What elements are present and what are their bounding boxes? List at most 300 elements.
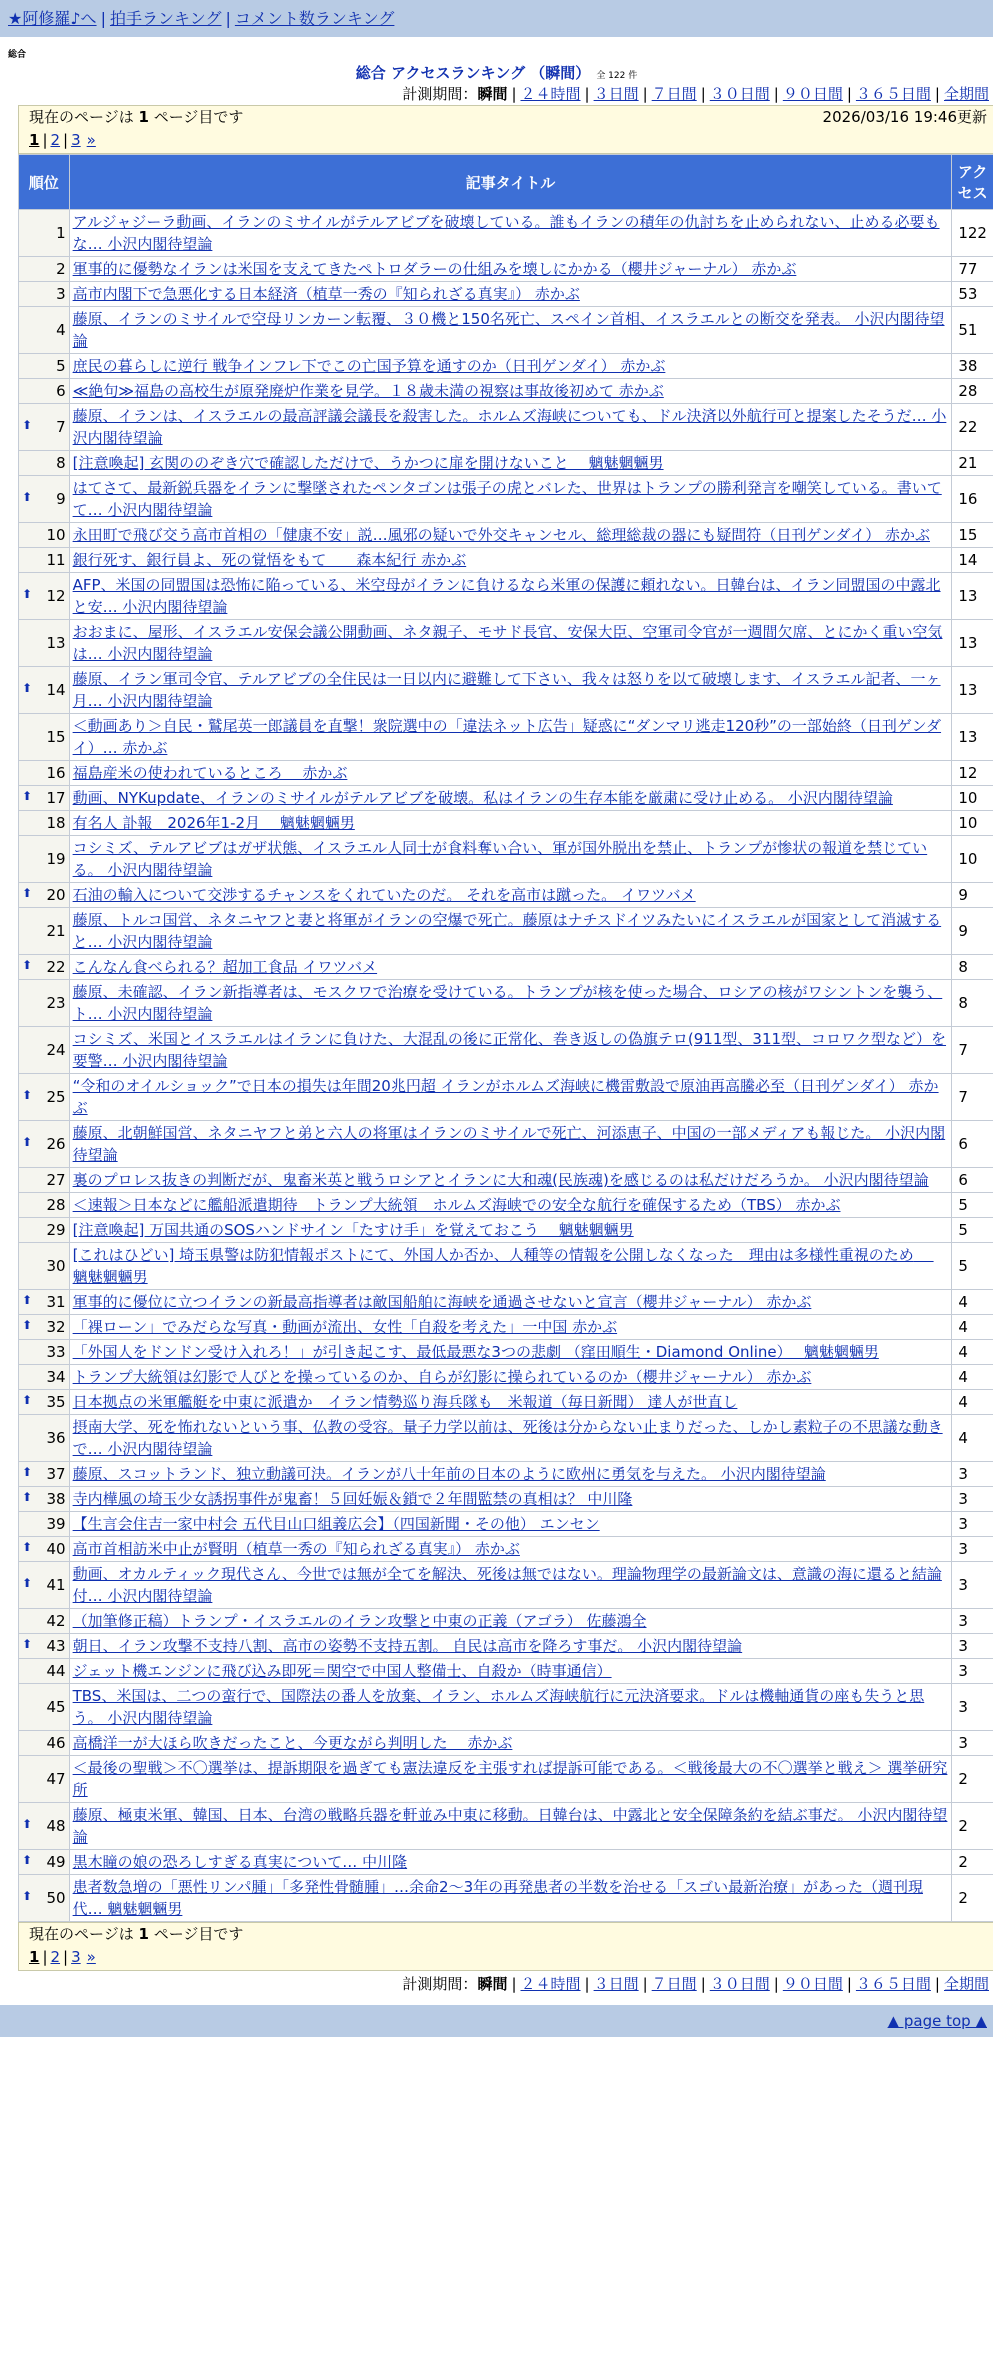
period-separator: | [584, 85, 590, 103]
rank-cell [19, 307, 70, 354]
article-link[interactable]: 永田町で飛び交う高市首相の「健康不安」説…風邪の疑いで外交キャンセル、総理総裁の器にも疑問符（日刊ゲンダイ） 赤かぶ [72, 526, 930, 544]
table-row [19, 1074, 993, 1121]
access-count: 10 [952, 786, 993, 811]
rank-number: 44 [46, 1662, 66, 1680]
rank-cell [19, 620, 70, 667]
article-link[interactable]: AFP、米国の同盟国は恐怖に陥っている、米空母がイランに負けるなら米軍の保護に頼れない。日韓台は、イラン同盟国の中露北と安… 小沢内閣待望論 [72, 576, 941, 616]
access-count: 16 [952, 476, 993, 523]
article-link[interactable]: 藤原、イラン軍司令官、テルアビブの全住民は一日以内に避難して下さい、我々は怒りを以て破壊します、イスラエル記者、一ヶ月… 小沢内閣待望論 [72, 670, 941, 710]
article-link[interactable]: ＜最後の聖戦＞不〇選挙は、提訴期限を過ぎても憲法違反を主張すれば提訴可能である。＜戦後最大の不〇選挙と戦え＞ 選挙研究所 [72, 1759, 948, 1799]
table-row [19, 1562, 993, 1609]
page-info-bottom [18, 1922, 993, 1971]
period-separator: | [934, 85, 940, 103]
article-link[interactable]: 【生言会住吉一家中村会 五代目山口組義広会】（四国新聞・その他） エンセン [72, 1515, 600, 1533]
table-row [19, 811, 993, 836]
pager-page-2[interactable]: 2 [50, 131, 61, 149]
article-link[interactable]: 動画、オカルティック現代さん、今世では無が全てを解決、死後は無ではない。理論物理学の最新論文は、意識の海に還ると結論付… 小沢内閣待望論 [72, 1565, 942, 1605]
article-link[interactable]: 藤原、イランは、イスラエルの最高評議会議長を殺害した。ホルムズ海峡についても、ドル決済以外航行可と提案したそうだ… 小沢内閣待望論 [72, 407, 947, 447]
article-link[interactable]: ＜速報＞日本などに艦船派遣期待 トランプ大統領 ホルムズ海峡での安全な航行を確保するため（TBS） 赤かぶ [72, 1196, 841, 1214]
access-count: 3 [952, 1684, 993, 1731]
table-row [19, 307, 993, 354]
access-count: 13 [952, 573, 993, 620]
rank-cell [19, 1537, 70, 1562]
up-arrow-icon: ⬆ [22, 1293, 33, 1307]
table-row [19, 1731, 993, 1756]
rank-number: 38 [46, 1490, 66, 1508]
title-cell [69, 404, 952, 451]
pager-next[interactable]: » [86, 1948, 96, 1966]
access-count: 3 [952, 1659, 993, 1684]
rank-cell [19, 354, 70, 379]
rank-cell [19, 1850, 70, 1875]
table-row [19, 908, 993, 955]
page-title [0, 63, 993, 83]
title-cell [69, 1243, 952, 1290]
up-arrow-icon: ⬆ [22, 1088, 33, 1102]
article-link[interactable]: 藤原、イランのミサイルで空母リンカーン転覆、３０機と150名死亡、スペイン首相、イスラエルとの断交を発表。 小沢内閣待望論 [72, 310, 945, 350]
table-row [19, 1462, 993, 1487]
access-count: 12 [952, 761, 993, 786]
rank-number: 25 [46, 1088, 66, 1106]
title-cell [69, 307, 952, 354]
period-link-3[interactable]: ３０日間 [709, 85, 770, 103]
table-row [19, 1315, 993, 1340]
table-row [19, 1609, 993, 1634]
article-link[interactable]: 有名人 訃報 2026年1-2月 魑魅魍魎男 [72, 814, 355, 832]
access-count: 3 [952, 1562, 993, 1609]
up-arrow-icon: ⬆ [22, 1576, 33, 1590]
title-cell [69, 1756, 952, 1803]
access-count: 15 [952, 523, 993, 548]
period-link-6[interactable]: 全期間 [943, 1975, 989, 1993]
article-link[interactable]: 軍事的に優位に立つイランの新最高指導者は敵国船舶に海峡を通過させないと宣言（櫻井ジャーナル） 赤かぶ [72, 1293, 812, 1311]
title-cell [69, 955, 952, 980]
period-separator: | [773, 85, 779, 103]
article-link[interactable]: 高市首相訪米中止が賢明（植草一秀の『知られざる真実』） 赤かぶ [72, 1540, 520, 1558]
article-link[interactable]: 軍事的に優勢なイランは米国を支えてきたペトロダラーの仕組みを壊しにかかる（櫻井ジャーナル） 赤かぶ [72, 260, 797, 278]
access-count: 51 [952, 307, 993, 354]
rank-number: 17 [46, 789, 66, 807]
article-link[interactable]: ジェット機エンジンに飛び込み即死＝関空で中国人整備士、自殺か（時事通信） [72, 1662, 612, 1680]
access-count: 38 [952, 354, 993, 379]
article-link[interactable]: 「裸ローン」でみだらな写真・動画が流出、女性「自殺を考えた」一中国 赤かぶ [72, 1318, 618, 1336]
article-link[interactable]: 藤原、未確認、イラン新指導者は、モスクワで治療を受けている。トランプが核を使った場合、ロシアの核がワシントンを襲う、ト… 小沢内閣待望論 [72, 983, 943, 1023]
rank-number: 43 [46, 1637, 66, 1655]
rank-cell [19, 1193, 70, 1218]
table-row [19, 786, 993, 811]
table-row [19, 451, 993, 476]
table-row [19, 620, 993, 667]
pager-next[interactable]: » [86, 131, 96, 149]
rank-cell [19, 836, 70, 883]
table-row [19, 1659, 993, 1684]
access-count: 7 [952, 1074, 993, 1121]
page-status-suffix: ページ目です [148, 108, 244, 126]
article-link[interactable]: “令和のオイルショック”で日本の損失は年間20兆円超 イランがホルムズ海峡に機雷敷設で原油再高騰必至（日刊ゲンダイ） 赤かぶ [72, 1077, 939, 1117]
table-row [19, 1756, 993, 1803]
pager-page-3[interactable]: 3 [71, 131, 81, 149]
up-arrow-icon: ⬆ [22, 789, 33, 803]
rank-cell [19, 1290, 70, 1315]
title-cell [69, 476, 952, 523]
rank-number: 6 [56, 382, 66, 400]
rank-number: 9 [56, 490, 66, 508]
title-cell [69, 1290, 952, 1315]
access-count: 21 [952, 451, 993, 476]
period-link-3[interactable]: ３０日間 [709, 1975, 770, 1993]
rank-cell [19, 1487, 70, 1512]
access-count: 8 [952, 980, 993, 1027]
rank-cell [19, 1340, 70, 1365]
title-cell [69, 354, 952, 379]
up-arrow-icon: ⬆ [22, 1393, 33, 1407]
up-arrow-icon: ⬆ [22, 490, 33, 504]
pager-separator: | [42, 131, 48, 149]
rank-cell [19, 548, 70, 573]
rank-number: 5 [56, 357, 66, 375]
header-rank: 順位 [19, 155, 70, 210]
title-cell [69, 1218, 952, 1243]
title-cell [69, 1803, 952, 1850]
title-cell [69, 1074, 952, 1121]
access-count: 10 [952, 811, 993, 836]
site-label: 総合 [8, 50, 27, 60]
article-link[interactable]: ≪絶句≫福島の高校生が原発廃炉作業を見学。１８歳未満の視察は事故後初めて 赤かぶ [72, 382, 664, 400]
table-row [19, 1168, 993, 1193]
rank-number: 40 [46, 1540, 66, 1558]
period-current: 瞬間 [477, 85, 508, 103]
period-separator: | [700, 85, 706, 103]
access-count: 9 [952, 908, 993, 955]
up-arrow-icon: ⬆ [22, 1540, 33, 1554]
article-link[interactable]: アルジャジーラ動画、イランのミサイルがテルアビブを破壊している。誰もイランの積年の仇討ちを止められない、止める必要もな… 小沢内閣待望論 [72, 213, 940, 253]
table-row [19, 1027, 993, 1074]
table-row [19, 667, 993, 714]
rank-number: 24 [46, 1041, 66, 1059]
table-row [19, 404, 993, 451]
rank-number: 27 [46, 1171, 66, 1189]
rank-cell [19, 1731, 70, 1756]
rank-number: 20 [46, 886, 66, 904]
table-row [19, 1850, 993, 1875]
article-link[interactable]: [注意喚起] 玄関ののぞき穴で確認しただけで、うかつに扉を開けないこと 魑魅魍魎男 [72, 454, 664, 472]
period-link-4[interactable]: ９０日間 [782, 1975, 843, 1993]
rank-cell [19, 667, 70, 714]
table-row [19, 1340, 993, 1365]
article-link[interactable]: （加筆修正稿）トランプ・イスラエルのイラン攻撃と中東の正義（アゴラ） 佐藤鴻全 [72, 1612, 647, 1630]
access-count: 3 [952, 1537, 993, 1562]
up-arrow-icon: ⬆ [22, 1465, 33, 1479]
title-cell [69, 257, 952, 282]
title-cell [69, 1315, 952, 1340]
table-row [19, 573, 993, 620]
article-link[interactable]: トランプ大統領は幻影で人びとを操っているのか、自らが幻影に操られているのか（櫻井ジャーナル） 赤かぶ [72, 1368, 812, 1386]
access-count: 3 [952, 1634, 993, 1659]
period-separator: | [773, 1975, 779, 1993]
access-count: 14 [952, 548, 993, 573]
access-count: 3 [952, 1512, 993, 1537]
period-label: 計測期間： [402, 1975, 478, 1993]
rank-cell [19, 1415, 70, 1462]
article-link[interactable]: コシミズ、米国とイスラエルはイランに負けた、大混乱の後に正常化、巻き返しの偽旗テロ(911型、311型、コロワク型など）を要警… 小沢内閣待望論 [72, 1030, 947, 1070]
article-link[interactable]: 患者数急増の「悪性リンパ腫」「多発性骨髄腫」…余命2～3年の再発患者の半数を治せる「スゴい最新治療」があった（週刊現代… 魑魅魍魎男 [72, 1878, 924, 1918]
access-count: 5 [952, 1243, 993, 1290]
article-link[interactable]: 黒木瞳の娘の恐ろしすぎる真実について… 中川隆 [72, 1853, 408, 1871]
article-link[interactable]: 寺内樺風の埼玉少女誘拐事件が鬼畜！５回妊娠＆鎖で２年間監禁の真相は？ 中川隆 [72, 1490, 633, 1508]
title-cell [69, 1537, 952, 1562]
rank-cell [19, 1365, 70, 1390]
nav-link-0[interactable]: ★阿修羅♪へ [8, 9, 97, 28]
rank-cell [19, 883, 70, 908]
period-link-0[interactable]: ２４時間 [520, 1975, 581, 1993]
access-count: 3 [952, 1731, 993, 1756]
page-status-prefix: 現在のページは [29, 1925, 139, 1943]
header-access: アクセス [952, 155, 993, 210]
article-link[interactable]: おおまに、屋形、イスラエル安保会議公開動画、ネタ親子、モサド長官、安保大臣、空軍司令官が一週間欠席、とにかく重い空気は… 小沢内閣待望論 [72, 623, 943, 663]
rank-number: 23 [46, 994, 66, 1012]
pager-separator: | [63, 131, 69, 149]
rank-number: 8 [56, 454, 66, 472]
page-status-num: 1 [138, 108, 149, 126]
table-row [19, 714, 993, 761]
access-count: 2 [952, 1803, 993, 1850]
rank-cell [19, 786, 70, 811]
table-row [19, 282, 993, 307]
article-link[interactable]: コシミズ、テルアビブはガザ状態、イスラエル人同士が食料奪い合い、軍が国外脱出を禁止、トランプが惨状の報道を禁じている。 小沢内閣待望論 [72, 839, 928, 879]
title-cell [69, 1121, 952, 1168]
period-link-2[interactable]: ７日間 [651, 1975, 697, 1993]
table-row [19, 1121, 993, 1168]
article-link[interactable]: 高市内閣下で急悪化する日本経済（植草一秀の『知られざる真実』） 赤かぶ [72, 285, 580, 303]
table-row [19, 1390, 993, 1415]
period-link-1[interactable]: ３日間 [593, 1975, 639, 1993]
rank-number: 50 [46, 1889, 66, 1907]
total-count: 全 122 件 [596, 71, 638, 81]
period-link-6[interactable]: 全期間 [943, 85, 989, 103]
title-cell [69, 1415, 952, 1462]
up-arrow-icon: ⬆ [22, 958, 33, 972]
rank-cell [19, 282, 70, 307]
title-cell [69, 761, 952, 786]
pager-separator: | [63, 1948, 69, 1966]
table-row [19, 523, 993, 548]
article-link[interactable]: 石油の輸入について交渉するチャンスをくれていたのだ。 それを高市は蹴った。 イワツバメ [72, 886, 696, 904]
rank-number: 14 [46, 681, 66, 699]
rank-cell [19, 1562, 70, 1609]
rank-cell [19, 811, 70, 836]
article-link[interactable]: ＜動画あり＞自民・鷲尾英一郎議員を直撃！衆院選中の「違法ネット広告」疑惑に“ダンマリ逃走120秒”の一部始終（日刊ゲンダイ）… 赤かぶ [72, 717, 942, 757]
access-count: 22 [952, 404, 993, 451]
nav-link-2[interactable]: コメント数ランキング [234, 9, 395, 28]
article-link[interactable]: [これはひどい] 埼玉県警は防犯情報ポストにて、外国人か否か、人種等の情報を公開しなくなった 理由は多様性重視のため 魑魅魍魎男 [72, 1246, 934, 1286]
rank-number: 11 [46, 551, 66, 569]
rank-cell [19, 1168, 70, 1193]
pager-page-2[interactable]: 2 [50, 1948, 61, 1966]
header-title: 記事タイトル [69, 155, 952, 210]
title-cell [69, 620, 952, 667]
rank-cell [19, 1512, 70, 1537]
article-link[interactable]: 高橋洋一が大ほら吹きだったこと、今更ながら判明した 赤かぶ [72, 1734, 513, 1752]
title-cell [69, 980, 952, 1027]
title-cell [69, 1340, 952, 1365]
period-link-2[interactable]: ７日間 [651, 85, 697, 103]
period-current: 瞬間 [477, 1975, 508, 1993]
title-cell [69, 1462, 952, 1487]
rank-cell [19, 1218, 70, 1243]
title-cell [69, 379, 952, 404]
title-cell [69, 282, 952, 307]
period-separator: | [846, 85, 852, 103]
table-row [19, 1193, 993, 1218]
rank-cell [19, 1243, 70, 1290]
table-row [19, 836, 993, 883]
rank-number: 48 [46, 1817, 66, 1835]
page-status-suffix: ページ目です [148, 1925, 244, 1943]
access-count: 13 [952, 620, 993, 667]
rank-number: 30 [46, 1257, 66, 1275]
access-count: 2 [952, 1850, 993, 1875]
ranking-title: 総合 アクセスランキング （瞬間） [355, 64, 591, 82]
title-cell [69, 1027, 952, 1074]
article-link[interactable]: 庶民の暮らしに逆行 戦争インフレ下でこの亡国予算を通すのか（日刊ゲンダイ） 赤かぶ [72, 357, 666, 375]
rank-cell [19, 1027, 70, 1074]
period-separator: | [511, 1975, 517, 1993]
page-status [29, 106, 243, 129]
article-link[interactable]: 日本拠点の米軍艦艇を中東に派遣か イラン情勢巡り海兵隊も 米報道（毎日新聞） 達人が世直し [72, 1393, 738, 1411]
rank-number: 16 [46, 764, 66, 782]
rank-number: 46 [46, 1734, 66, 1752]
rank-cell [19, 573, 70, 620]
article-link[interactable]: 動画、NYKupdate、イランのミサイルがテルアビブを破壊。私はイランの生存本能を厳粛に受け止める。 小沢内閣待望論 [72, 789, 893, 807]
title-cell [69, 1193, 952, 1218]
access-count: 4 [952, 1365, 993, 1390]
access-count: 7 [952, 1027, 993, 1074]
article-link[interactable]: [注意喚起] 万国共通のSOSハンドサイン「たすけ手」を覚えておこう 魑魅魍魎男 [72, 1221, 634, 1239]
footer-bar [0, 2005, 993, 2037]
access-count: 5 [952, 1218, 993, 1243]
title-cell [69, 1487, 952, 1512]
title-cell [69, 1731, 952, 1756]
up-arrow-icon: ⬆ [22, 1889, 33, 1903]
up-arrow-icon: ⬆ [22, 1135, 33, 1149]
table-row [19, 1684, 993, 1731]
period-separator: | [934, 1975, 940, 1993]
rank-cell [19, 1684, 70, 1731]
title-cell [69, 1684, 952, 1731]
rank-number: 13 [46, 634, 66, 652]
access-count: 53 [952, 282, 993, 307]
access-count: 3 [952, 1609, 993, 1634]
title-cell [69, 1875, 952, 1922]
rank-number: 31 [46, 1293, 66, 1311]
table-row [19, 1512, 993, 1537]
table-row [19, 980, 993, 1027]
rank-cell [19, 257, 70, 282]
access-count: 2 [952, 1756, 993, 1803]
period-link-5[interactable]: ３６５日間 [855, 1975, 931, 1993]
title-cell [69, 210, 952, 257]
table-row [19, 257, 993, 282]
article-link[interactable]: 銀行死す、銀行員よ、死の覚悟をもて 森本紀行 赤かぶ [72, 551, 467, 569]
title-cell [69, 573, 952, 620]
table-row [19, 476, 993, 523]
article-link[interactable]: 藤原、スコットランド、独立動議可決。イランが八十年前の日本のように欧州に勇気を与えた。 小沢内閣待望論 [72, 1465, 826, 1483]
up-arrow-icon: ⬆ [22, 1817, 33, 1831]
rank-number: 1 [56, 224, 66, 242]
period-separator: | [511, 85, 517, 103]
title-cell [69, 1850, 952, 1875]
up-arrow-icon: ⬆ [22, 1318, 33, 1332]
rank-number: 47 [46, 1770, 66, 1788]
article-link[interactable]: こんなん食べられる？超加工食品 イワツバメ [72, 958, 378, 976]
article-link[interactable]: 摂南大学、死を怖れないという事、仏教の受容。量子力学以前は、死後は分からない止まりだった、しかし素粒子の不思議な動きで… 小沢内閣待望論 [72, 1418, 943, 1458]
rank-number: 22 [46, 958, 66, 976]
rank-number: 32 [46, 1318, 66, 1336]
title-cell [69, 908, 952, 955]
rank-number: 34 [46, 1368, 66, 1386]
period-link-5[interactable]: ３６５日間 [855, 85, 931, 103]
table-row [19, 1487, 993, 1512]
page-top-link[interactable]: ▲ page top ▲ [887, 2012, 987, 2030]
period-link-4[interactable]: ９０日間 [782, 85, 843, 103]
period-link-0[interactable]: ２４時間 [520, 85, 581, 103]
rank-number: 41 [46, 1576, 66, 1594]
title-cell [69, 1390, 952, 1415]
pager [29, 129, 987, 153]
article-link[interactable]: 福島産米の使われているところ 赤かぶ [72, 764, 348, 782]
rank-number: 39 [46, 1515, 66, 1533]
pager-page-3[interactable]: 3 [71, 1948, 81, 1966]
article-link[interactable]: 藤原、北朝鮮国営、ネタニヤフと弟と六人の将軍はイランのミサイルで死亡、河添恵子、中国の一部メディアも報じた。 小沢内閣待望論 [72, 1124, 946, 1164]
rank-number: 10 [46, 526, 66, 544]
title-cell [69, 1168, 952, 1193]
article-link[interactable]: 「外国人をドンドン受け入れろ！」が引き起こす、最低最悪な3つの悲劇 （窪田順生・Diamond Online） 魑魅魍魎男 [72, 1343, 879, 1361]
article-link[interactable]: はてさて、最新鋭兵器をイランに撃墜されたペンタゴンは張子の虎とバレた、世界はトランプの勝利発言を嘲笑している。書いてて… 小沢内閣待望論 [72, 479, 942, 519]
rank-number: 35 [46, 1393, 66, 1411]
rank-cell [19, 1609, 70, 1634]
rank-number: 18 [46, 814, 66, 832]
nav-link-1[interactable]: 拍手ランキング [109, 9, 222, 28]
period-link-1[interactable]: ３日間 [593, 85, 639, 103]
nav-separator: | [100, 9, 106, 28]
article-link[interactable]: 藤原、極東米軍、韓国、日本、台湾の戦略兵器を軒並み中東に移動。日韓台は、中露北と安全保障条約を結ぶ事だ。 小沢内閣待望論 [72, 1806, 948, 1846]
pager-current: 1 [29, 1948, 40, 1966]
title-cell [69, 714, 952, 761]
article-link[interactable]: TBS、米国は、二つの蛮行で、国際法の番人を放棄、イラン、ホルムズ海峡航行に元決済要求。ドルは機軸通貨の座も失うと思う。 小沢内閣待望論 [72, 1687, 925, 1727]
access-count: 13 [952, 667, 993, 714]
rank-number: 33 [46, 1343, 66, 1361]
rank-cell [19, 1875, 70, 1922]
title-cell [69, 523, 952, 548]
rank-cell [19, 451, 70, 476]
article-link[interactable]: 朝日、イラン攻撃不支持八割、高市の姿勢不支持五割。 自民は高市を降ろす事だ。 小沢内閣待望論 [72, 1637, 743, 1655]
article-link[interactable]: 藤原、トルコ国営、ネタニヤフと妻と将軍がイランの空爆で死亡。藤原はナチスドイツみたいにイスラエルが国家として消滅すると… 小沢内閣待望論 [72, 911, 942, 951]
nav-separator: | [225, 9, 231, 28]
rank-number: 21 [46, 922, 66, 940]
up-arrow-icon: ⬆ [22, 1853, 33, 1867]
rank-cell [19, 379, 70, 404]
rank-number: 19 [46, 850, 66, 868]
access-count: 13 [952, 714, 993, 761]
rank-cell [19, 1634, 70, 1659]
page-status-row [29, 106, 987, 129]
access-count: 6 [952, 1121, 993, 1168]
access-count: 4 [952, 1290, 993, 1315]
rank-cell [19, 1390, 70, 1415]
rank-cell [19, 404, 70, 451]
article-link[interactable]: 裏のプロレス抜きの判断だが、鬼畜米英と戦うロシアとイランに大和魂(民族魂)を感じるのは私だけだろうか。 小沢内閣待望論 [72, 1171, 929, 1189]
rank-number: 49 [46, 1853, 66, 1871]
